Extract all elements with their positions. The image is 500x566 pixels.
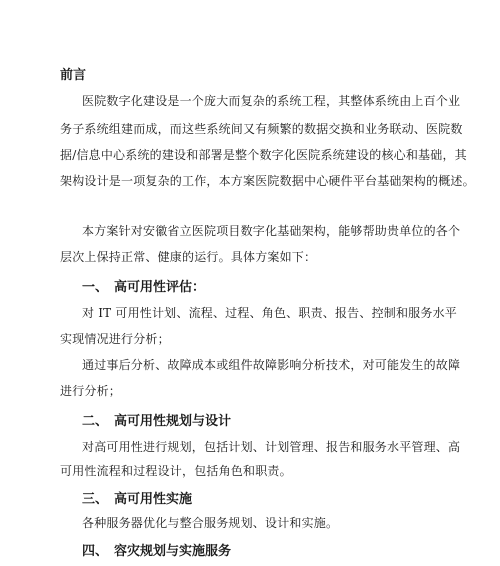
preface-line: 医院数字化建设是一个庞大而复杂的系统工程，其整体系统由上百个业 [82,94,461,108]
section-line: 可用性流程和过程设计，包括角色和职责。 [60,464,292,478]
section-title: 高可用性实施 [114,492,193,507]
intro-line: 本方案针对安徽省立医院项目数字化基础架构，能够帮助贵单位的各个 [82,224,461,238]
preface-line: 据/信息中心系统的建设和部署是整个数字化医院系统建设的核心和基础，其 [60,148,467,162]
section-title: 容灾规划与实施服务 [114,544,232,559]
intro-line: 层次上保持正常、健康的运行。具体方案如下： [60,250,317,264]
section-line: 各种服务器优化与整合服务规划、设计和实施。 [82,516,339,530]
section-number: 四、 [82,544,109,559]
section-number: 一、 [82,280,109,295]
section-number: 三、 [82,492,109,507]
preface-heading: 前言 [60,68,87,83]
section-title: 高可用性规划与设计 [114,414,232,429]
section-title: 高可用性评估： [114,280,206,295]
preface-line: 务子系统组建而成，而这些系统间又有频繁的数据交换和业务联动、医院数 [60,122,463,136]
preface-line: 架构设计是一项复杂的工作，本方案医院数据中心硬件平台基础架构的概述。 [60,174,475,188]
section-line: 对高可用性进行规划，包括计划、计划管理、报告和服务水平管理、高 [82,440,461,454]
section-line: 进行分析； [60,384,122,398]
section-line: 通过事后分析、故障成本或组件故障影响分析技术，对可能发生的故障 [82,358,461,372]
section-number: 二、 [82,414,109,429]
section-line: 对 IT 可用性计划、流程、过程、角色、职责、报告、控制和服务水平 [82,306,457,320]
section-line: 实现情况进行分析； [60,332,170,346]
